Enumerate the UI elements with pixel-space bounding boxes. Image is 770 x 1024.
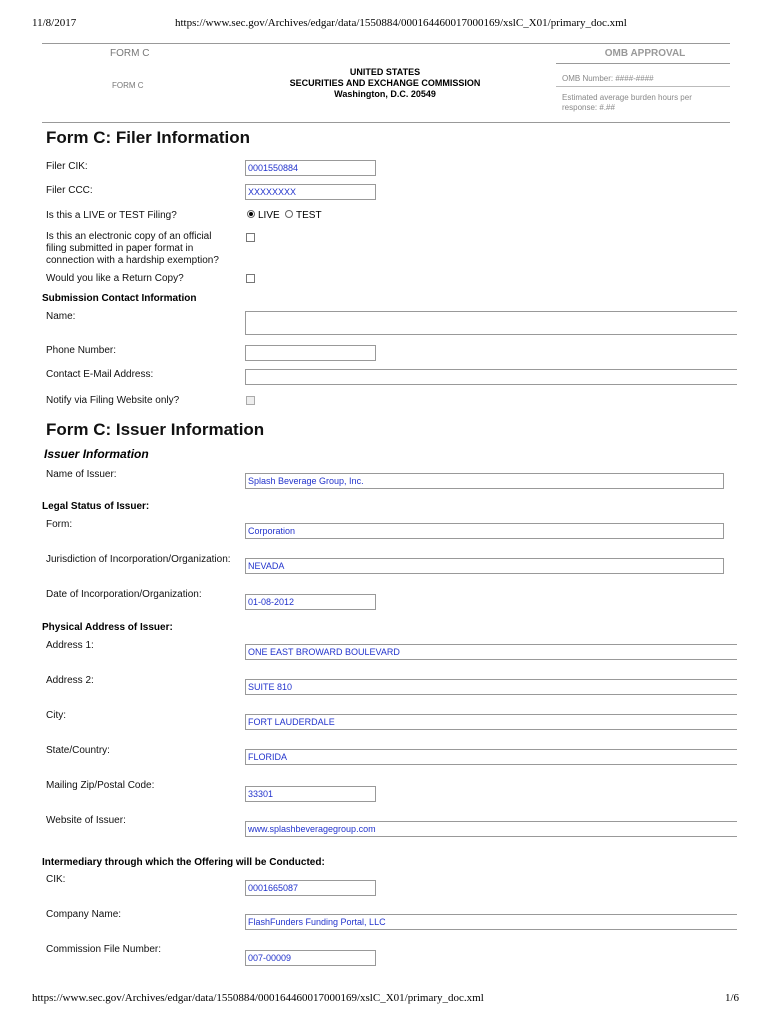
omb-approval-title: OMB APPROVAL	[604, 48, 686, 59]
address1-label: Address 1:	[46, 640, 94, 651]
commission-file-field[interactable]: 007-00009	[245, 950, 376, 966]
live-test-label: Is this a LIVE or TEST Filing?	[46, 210, 177, 221]
paper-format-label-line-3: connection with a hardship exemption?	[46, 255, 219, 266]
issuer-name-label: Name of Issuer:	[46, 469, 117, 480]
contact-heading: Submission Contact Information	[42, 293, 197, 304]
website-label: Website of Issuer:	[46, 815, 126, 826]
live-radio[interactable]	[247, 210, 255, 218]
incorporation-date-field[interactable]: 01-08-2012	[245, 594, 376, 610]
intermediary-heading: Intermediary through which the Offering will be Conducted:	[42, 857, 325, 868]
agency-line-2: SECURITIES AND EXCHANGE COMMISSION	[289, 78, 481, 88]
physical-address-heading: Physical Address of Issuer:	[42, 622, 173, 633]
return-copy-checkbox[interactable]	[246, 274, 255, 283]
issuer-subheading: Issuer Information	[44, 447, 149, 461]
city-label: City:	[46, 710, 66, 721]
filer-ccc-field[interactable]: XXXXXXXX	[245, 184, 376, 200]
email-label: Contact E-Mail Address:	[46, 369, 154, 380]
filer-section-title: Form C: Filer Information	[46, 128, 250, 147]
issuer-section-title: Form C: Issuer Information	[46, 420, 265, 439]
omb-divider	[556, 63, 730, 64]
paper-format-checkbox[interactable]	[246, 233, 255, 242]
website-field[interactable]: www.splashbeveragegroup.com	[245, 821, 737, 837]
omb-number: OMB Number: ####-####	[562, 74, 654, 83]
filer-cik-label: Filer CIK:	[46, 161, 88, 172]
contact-name-field[interactable]	[245, 311, 737, 335]
paper-format-label-line-2: filing submitted in paper format in	[46, 243, 194, 254]
form-field[interactable]: Corporation	[245, 523, 724, 539]
footer-url: https://www.sec.gov/Archives/edgar/data/1550884/000164460017000169/xslC_X01/primary_doc.xml	[32, 992, 484, 1004]
address2-field[interactable]: SUITE 810	[245, 679, 737, 695]
commission-file-label: Commission File Number:	[46, 944, 162, 955]
test-radio[interactable]	[285, 210, 293, 218]
notify-checkbox[interactable]	[246, 396, 255, 405]
agency-block	[276, 67, 494, 100]
form-label-small: FORM C	[112, 81, 144, 90]
zip-label: Mailing Zip/Postal Code:	[46, 780, 155, 791]
form-label: Form:	[46, 519, 73, 530]
city-field[interactable]: FORT LAUDERDALE	[245, 714, 737, 730]
phone-field[interactable]	[245, 345, 376, 361]
jurisdiction-label: Jurisdiction of Incorporation/Organization:	[46, 554, 231, 565]
agency-line-3: Washington, D.C. 20549	[334, 89, 436, 99]
legal-status-heading: Legal Status of Issuer:	[42, 501, 150, 512]
incorporation-date-label: Date of Incorporation/Organization:	[46, 589, 202, 600]
filer-ccc-label: Filer CCC:	[46, 185, 93, 196]
intermediary-cik-label: CIK:	[46, 874, 66, 885]
filer-cik-field[interactable]: 0001550884	[245, 160, 376, 176]
agency-line-1: UNITED STATES	[349, 67, 421, 77]
issuer-name-field[interactable]: Splash Beverage Group, Inc.	[245, 473, 724, 489]
live-radio-label: LIVE	[258, 210, 280, 221]
test-radio-label: TEST	[296, 210, 322, 221]
omb-divider-2	[556, 86, 730, 87]
state-label: State/Country:	[46, 745, 110, 756]
email-field[interactable]	[245, 369, 737, 385]
form-label: FORM C	[110, 48, 150, 59]
address1-field[interactable]: ONE EAST BROWARD BOULEVARD	[245, 644, 737, 660]
notify-label: Notify via Filing Website only?	[46, 395, 180, 406]
state-field[interactable]: FLORIDA	[245, 749, 737, 765]
company-name-label: Company Name:	[46, 909, 122, 920]
print-url: https://www.sec.gov/Archives/edgar/data/1550884/000164460017000169/xslC_X01/primary_doc.xml	[175, 17, 627, 29]
contact-name-label: Name:	[46, 311, 76, 322]
zip-field[interactable]: 33301	[245, 786, 376, 802]
intermediary-cik-field[interactable]: 0001665087	[245, 880, 376, 896]
return-copy-label: Would you like a Return Copy?	[46, 273, 184, 284]
paper-format-label	[46, 231, 219, 267]
page-number: 1/6	[725, 992, 740, 1004]
jurisdiction-field[interactable]: NEVADA	[245, 558, 724, 574]
burden-estimate: Estimated average burden hours per response: #.##	[562, 93, 692, 112]
address2-label: Address 2:	[46, 675, 94, 686]
print-date: 11/8/2017	[32, 17, 77, 29]
paper-format-label-line-1: Is this an electronic copy of an official	[46, 231, 212, 242]
company-name-field[interactable]: FlashFunders Funding Portal, LLC	[245, 914, 737, 930]
phone-label: Phone Number:	[46, 345, 117, 356]
